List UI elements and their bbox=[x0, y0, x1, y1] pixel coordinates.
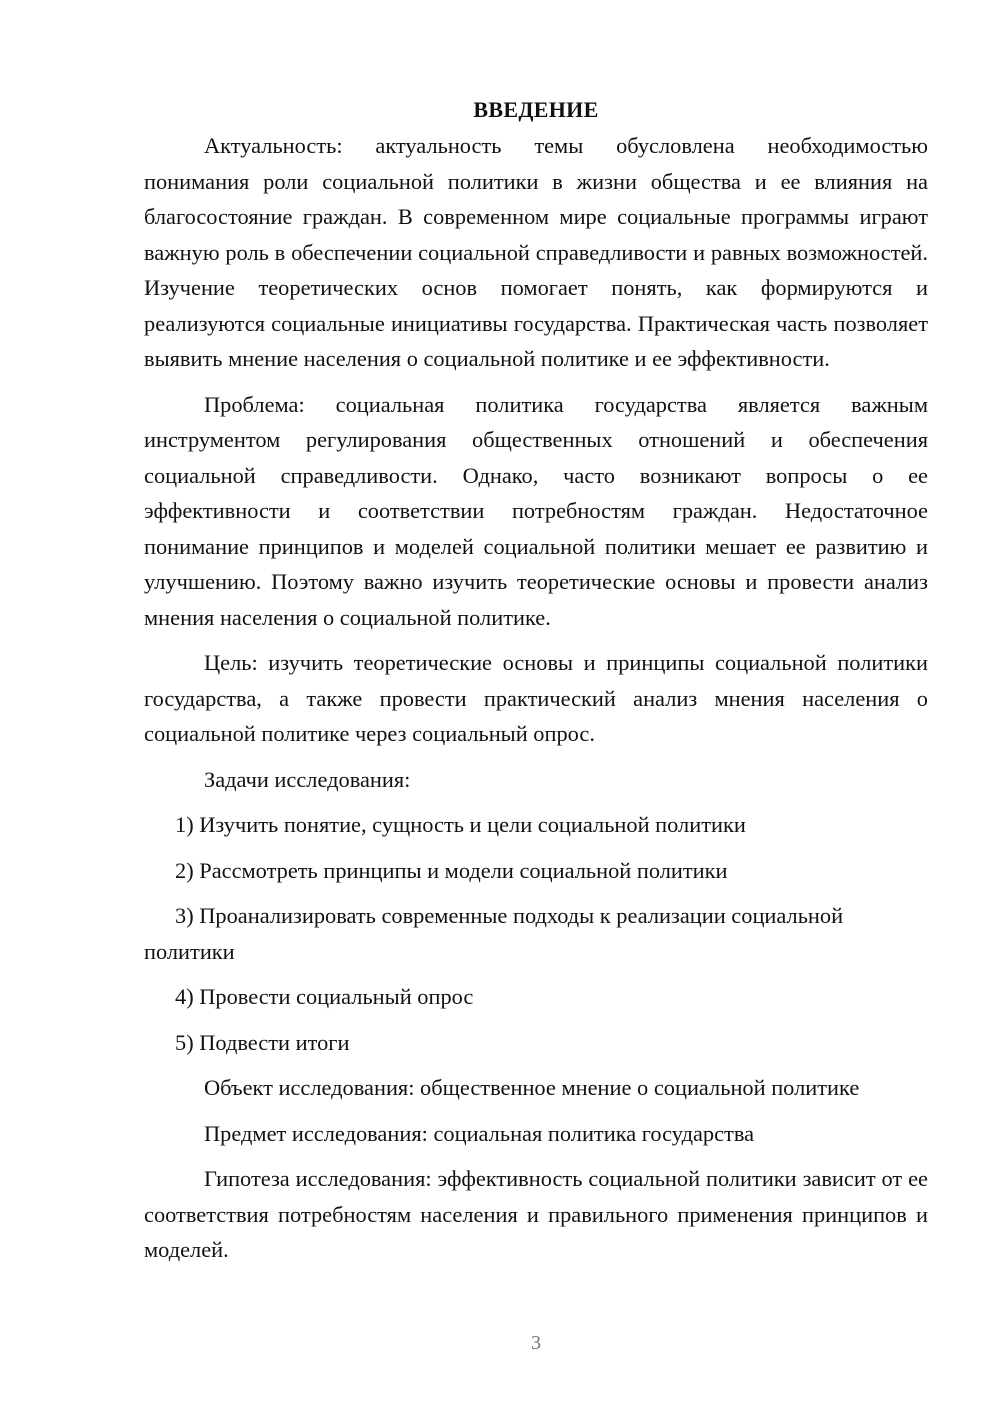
task-item-2: 2) Рассмотреть принципы и модели социальной политики bbox=[175, 857, 728, 883]
page-title: ВВЕДЕНИЕ bbox=[473, 97, 599, 122]
tasks-heading: Задачи исследования: bbox=[204, 766, 411, 792]
research-object: Объект исследования: общественное мнение о социальной политике bbox=[204, 1075, 860, 1100]
task-item-4: 4) Провести социальный опрос bbox=[175, 984, 474, 1009]
page-number: 3 bbox=[531, 1332, 541, 1354]
task-item-1: 1) Изучить понятие, сущность и цели социальной политики bbox=[175, 812, 746, 837]
relevance-paragraph: Актуальность: актуальность темы обусловлена необходимостью понимания роли социальной политики в жизни общества и ее влияния на благосостояние граждан. В современном мире социальные программы играют важную роль в обеспечении социальной справедливости и равных возможностей. Изучение теоретических основ помогает понять, как формируются и реализуются социальные инициативы государства. Практическая часть позволяет выявить мнение населения о социальной политике и ее эффективности. bbox=[144, 133, 928, 371]
goal-paragraph: Цель: изучить теоретические основы и принципы социальной политики государства, а также провести практический анализ мнения населения о социальной политике через социальный опрос. bbox=[144, 650, 928, 746]
research-subject: Предмет исследования: социальная политика государства bbox=[204, 1120, 755, 1146]
task-item-3: 3) Проанализировать современные подходы к реализации социальной политики bbox=[144, 903, 844, 964]
hypothesis-paragraph: Гипотеза исследования: эффективность социальной политики зависит от ее соответствия потребностям населения и правильного применения принципов и моделей. bbox=[144, 1166, 928, 1262]
document-page bbox=[144, 92, 928, 1278]
problem-paragraph: Проблема: социальная политика государства является важным инструментом регулирования общественных отношений и обеспечения социальной справедливости. Однако, часто возникают вопросы о ее эффективности и соответствии потребностям граждан. Недостаточное понимание принципов и моделей социальной политики мешает ее развитию и улучшению. Поэтому важно изучить теоретические основы и провести анализ мнения населения о социальной политике. bbox=[144, 391, 928, 630]
task-item-5: 5) Подвести итоги bbox=[175, 1029, 350, 1055]
